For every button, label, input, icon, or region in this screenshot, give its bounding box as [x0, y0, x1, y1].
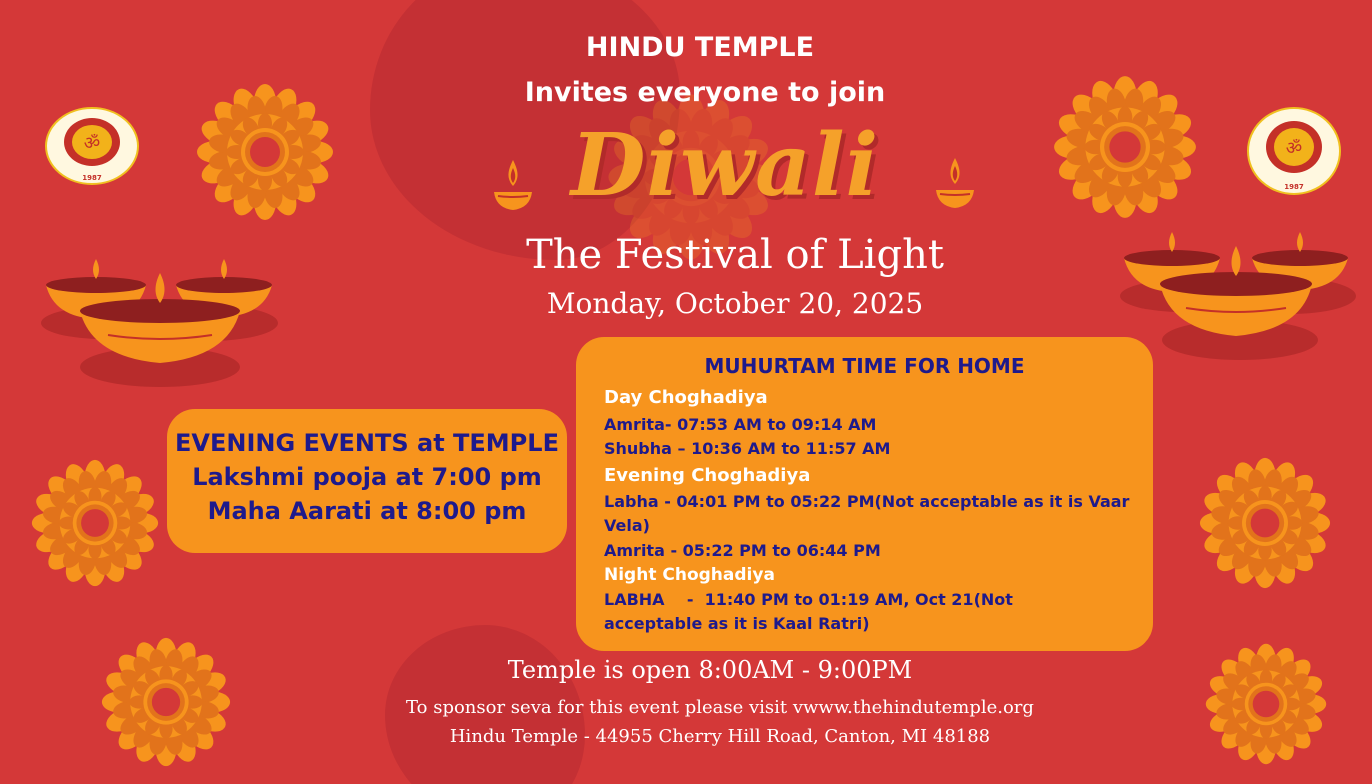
muhurtam-row: LABHA - 11:40 PM to 01:19 AM, Oct 21(Not acceptable as it is Kaal Ratri) — [604, 590, 1019, 633]
invitation-line: Invites everyone to join — [524, 77, 886, 108]
mandala-icon — [100, 636, 232, 768]
evening-event-item: Maha Aarati at 8:00 pm — [207, 497, 527, 525]
svg-text:1987: 1987 — [1284, 183, 1304, 191]
muhurtam-row: Labha - 04:01 PM to 05:22 PM(Not acceptable as it is Vaar Vela) — [604, 492, 1130, 535]
mandala-icon — [1052, 74, 1198, 220]
temple-title: HINDU TEMPLE — [585, 32, 815, 63]
small-diya-icon — [932, 156, 978, 212]
evening-event-item: Lakshmi pooja at 7:00 pm — [192, 463, 542, 491]
night-choghadiya-heading: Night Choghadiya — [604, 565, 775, 585]
small-diya-icon — [490, 158, 536, 214]
festival-subtitle: The Festival of Light — [526, 232, 944, 278]
diya-group-right-icon — [1112, 228, 1357, 363]
muhurtam-row: Amrita- 07:53 AM to 09:14 AM — [604, 415, 877, 434]
svg-text:ॐ: ॐ — [1285, 138, 1303, 159]
mandala-icon — [1204, 642, 1328, 766]
mandala-icon — [1198, 456, 1332, 590]
muhurtam-title: MUHURTAM TIME FOR HOME — [704, 354, 1025, 378]
mandala-icon — [30, 458, 160, 588]
svg-text:1987: 1987 — [82, 174, 102, 182]
evening-events-title: EVENING EVENTS at TEMPLE — [175, 429, 559, 457]
sponsor-info: To sponsor seva for this event please visit vwww.thehindutemple.org — [406, 697, 1034, 718]
evening-choghadiya-heading: Evening Choghadiya — [604, 465, 811, 486]
svg-text:ॐ: ॐ — [83, 133, 101, 154]
event-date: Monday, October 20, 2025 — [546, 287, 924, 320]
day-choghadiya-heading: Day Choghadiya — [604, 387, 768, 408]
evening-events-box — [167, 409, 567, 553]
mandala-icon — [195, 82, 335, 222]
diwali-title: Diwali — [570, 115, 880, 216]
muhurtam-box — [576, 337, 1153, 651]
temple-open-hours: Temple is open 8:00AM - 9:00PM — [507, 656, 913, 684]
temple-logo-left — [44, 106, 140, 186]
muhurtam-row: Shubha – 10:36 AM to 11:57 AM — [604, 439, 891, 458]
temple-logo-right — [1246, 106, 1342, 196]
muhurtam-row: Amrita - 05:22 PM to 06:44 PM — [604, 541, 881, 560]
temple-address: Hindu Temple - 44955 Cherry Hill Road, Canton, MI 48188 — [449, 726, 991, 747]
diya-group-left-icon — [38, 255, 283, 390]
